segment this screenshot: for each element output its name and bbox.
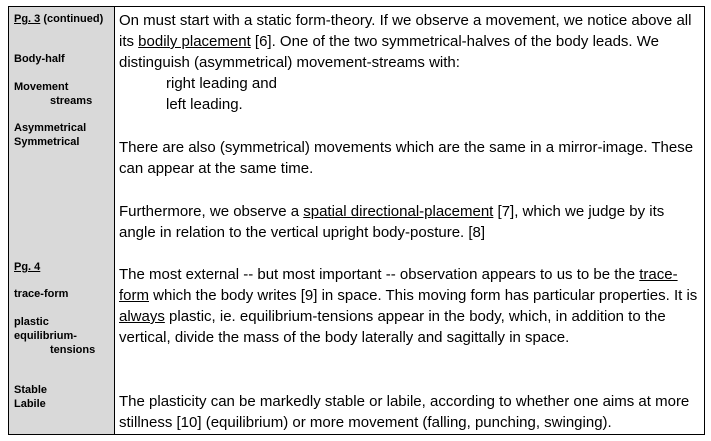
body-text-column: [115, 7, 704, 434]
spatial-directional-placement-link[interactable]: spatial directional-placement: [303, 203, 494, 220]
list-item-right-leading: right leading and: [166, 75, 277, 92]
list-item-left-leading: left leading.: [166, 96, 243, 113]
paragraph-spatial-placement: Furthermore, we observe a spatial directional-placement [7], which we judge by its angle in relation to the vertical upright body-posture. [8]: [119, 203, 665, 241]
paragraph-static-form: On must start with a static form-theory. If we observe a movement, we notice above all its bodily placement [6]. One of the two symmetrical-halves of the body leads. We distinguish (asymmetrical) movement-streams with: right leading and left leading.: [119, 10, 698, 115]
note-plastic-tensions: plastic equilibrium- tensions: [14, 316, 96, 356]
note-page-4: [14, 260, 40, 274]
note-body-half: Body-half: [14, 53, 65, 65]
note-asymmetrical-symmetrical: Asymmetrical Symmetrical: [14, 122, 87, 148]
note-movement-streams: Movement streams: [14, 81, 93, 107]
document-table: [8, 6, 705, 435]
note-trace-form: trace-form: [14, 288, 69, 300]
bodily-placement-link[interactable]: bodily placement: [138, 33, 251, 50]
paragraph-trace-form: The most external -- but most important -- observation appears to us to be the trace-form which the body writes [9] in space. This moving form has particular properties. It is always plastic, ie. equilibrium-tensions appear in the body, which, in addition to the vertical, divide the mass of the body laterally and sagittally in space.: [119, 266, 698, 346]
always-link[interactable]: always: [119, 308, 165, 325]
paragraph-plasticity: The plasticity can be markedly stable or labile, according to whether one aims at more stillness [10] (equilibrium) or more movement (falling, punching, swinging).: [119, 393, 690, 431]
note-stable-labile: Stable Labile: [14, 384, 48, 410]
note-page-3: Pg. 3 (continued): [14, 13, 104, 25]
margin-notes-column: [9, 7, 115, 434]
page-3-link[interactable]: Pg. 3: [14, 13, 41, 25]
page-4-link[interactable]: Pg. 4: [14, 261, 41, 273]
trace-form-link[interactable]: trace-form: [119, 266, 678, 304]
paragraph-symmetrical: There are also (symmetrical) movements which are the same in a mirror-image. These can appear at the same time.: [119, 139, 694, 177]
